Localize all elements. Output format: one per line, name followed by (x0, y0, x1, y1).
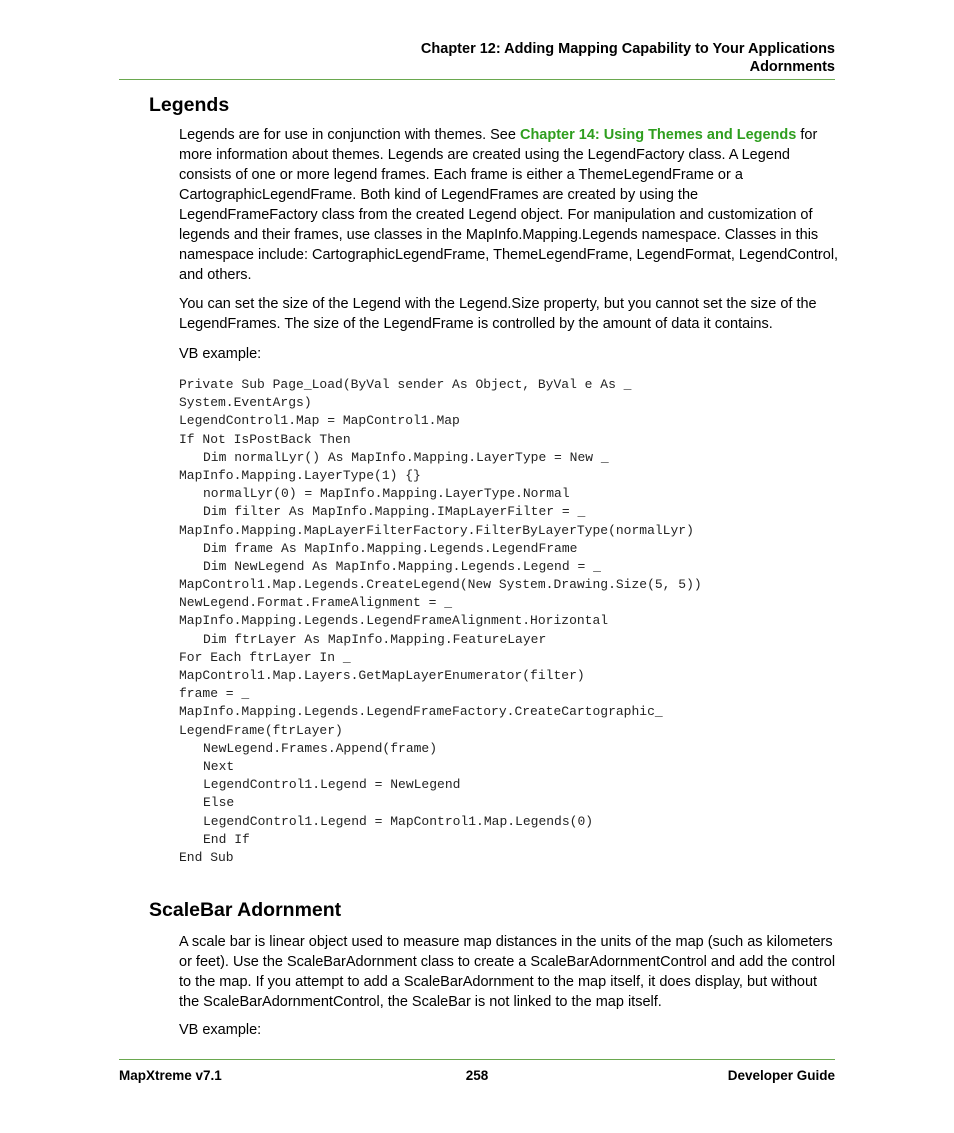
page-footer (119, 1067, 835, 1085)
footer-guide: Developer Guide (727, 1068, 835, 1083)
code-line: Next (203, 758, 235, 774)
legends-heading: Legends (149, 94, 230, 116)
code-line: MapControl1.Map.Legends.CreateLegend(New System.Drawing.Size(5, 5)) (179, 577, 702, 593)
code-line: LegendControl1.Legend = MapControl1.Map.Legends(0) (203, 813, 594, 829)
code-line: System.EventArgs) (179, 395, 312, 411)
code-line: Dim normalLyr() As MapInfo.Mapping.LayerType = New _ (203, 449, 609, 465)
footer-product: MapXtreme v7.1 (119, 1068, 222, 1083)
footer-rule (119, 1059, 835, 1060)
header-section: Adornments (749, 59, 835, 75)
code-line: Dim ftrLayer As MapInfo.Mapping.FeatureLayer (203, 631, 547, 647)
footer-page-number: 258 (465, 1068, 489, 1083)
header-chapter: Chapter 12: Adding Mapping Capability to Your Applications (420, 41, 835, 57)
code-line: NewLegend.Frames.Append(frame) (203, 740, 438, 756)
legends-paragraph-2: You can set the size of the Legend with the Legend.Size property, but you cannot set the size of the LegendFrames. The size of the LegendFrame is controlled by the amount of data it contains. (179, 296, 817, 332)
chapter-14-link[interactable]: Chapter 14: Using Themes and Legends (519, 127, 797, 143)
header-rule (119, 79, 835, 80)
code-line: Private Sub Page_Load(ByVal sender As Object, ByVal e As _ (179, 377, 632, 392)
code-line: Dim frame As MapInfo.Mapping.Legends.LegendFrame (203, 540, 578, 556)
code-line: For Each ftrLayer In _ (179, 649, 351, 665)
code-line: LegendFrame(ftrLayer) (179, 722, 343, 738)
code-line: LegendControl1.Map = MapControl1.Map (179, 413, 460, 429)
code-line: Dim NewLegend As MapInfo.Mapping.Legends.Legend = _ (203, 558, 601, 574)
legends-code-block (179, 376, 702, 867)
code-line: normalLyr(0) = MapInfo.Mapping.LayerType.Normal (203, 486, 570, 502)
legends-paragraph-1 (179, 125, 839, 285)
scalebar-vb-label: VB example: (179, 1022, 262, 1038)
code-line: End If (203, 831, 250, 847)
legends-vb-label: VB example: (179, 346, 262, 362)
code-line: If Not IsPostBack Then (179, 431, 351, 447)
code-line: End Sub (179, 849, 234, 865)
code-line: Dim filter As MapInfo.Mapping.IMapLayerFilter = _ (203, 504, 586, 520)
legends-p1-text-after: for more information about themes. Legends are created using the LegendFactory class. A Legend consists of one or more legend frames. Each frame is either a ThemeLegendFrame or a CartographicLegendFrame. Both kind of LegendFrames are created by using the LegendFrameFactory class from the created Legend object. For manipulation and customization of legends and their frames, use classes in the MapInfo.Mapping.Legends namespace. Classes in this namespace include: CartographicLegendFrame, ThemeLegendFrame, LegendFormat, LegendControl, and others. (179, 127, 839, 283)
code-line: MapInfo.Mapping.LayerType(1) {} (179, 467, 421, 483)
scalebar-heading: ScaleBar Adornment (149, 899, 342, 921)
code-line: frame = _ (179, 686, 250, 702)
code-line: MapInfo.Mapping.MapLayerFilterFactory.FilterByLayerType(normalLyr) (179, 522, 694, 538)
code-line: Else (203, 795, 235, 811)
scalebar-paragraph: A scale bar is linear object used to measure map distances in the units of the map (such as kilometers or feet). Use the ScaleBarAdornment class to create a ScaleBarAdornmentControl and add the control to the map. If you attempt to add a ScaleBarAdornment to the map itself, it does display, but without the ScaleBarAdornmentControl, the ScaleBar is not linked to the map itself. (179, 934, 836, 1010)
code-line: LegendControl1.Legend = NewLegend (203, 777, 461, 793)
running-header (119, 40, 835, 76)
code-line: NewLegend.Format.FrameAlignment = _ (179, 595, 453, 611)
code-line: MapInfo.Mapping.Legends.LegendFrameAlignment.Horizontal (179, 613, 609, 629)
code-line: MapControl1.Map.Layers.GetMapLayerEnumerator(filter) (179, 668, 585, 683)
code-line: MapInfo.Mapping.Legends.LegendFrameFactory.CreateCartographic_ (179, 704, 663, 720)
legends-p1-text-before: Legends are for use in conjunction with themes. See (179, 127, 520, 143)
